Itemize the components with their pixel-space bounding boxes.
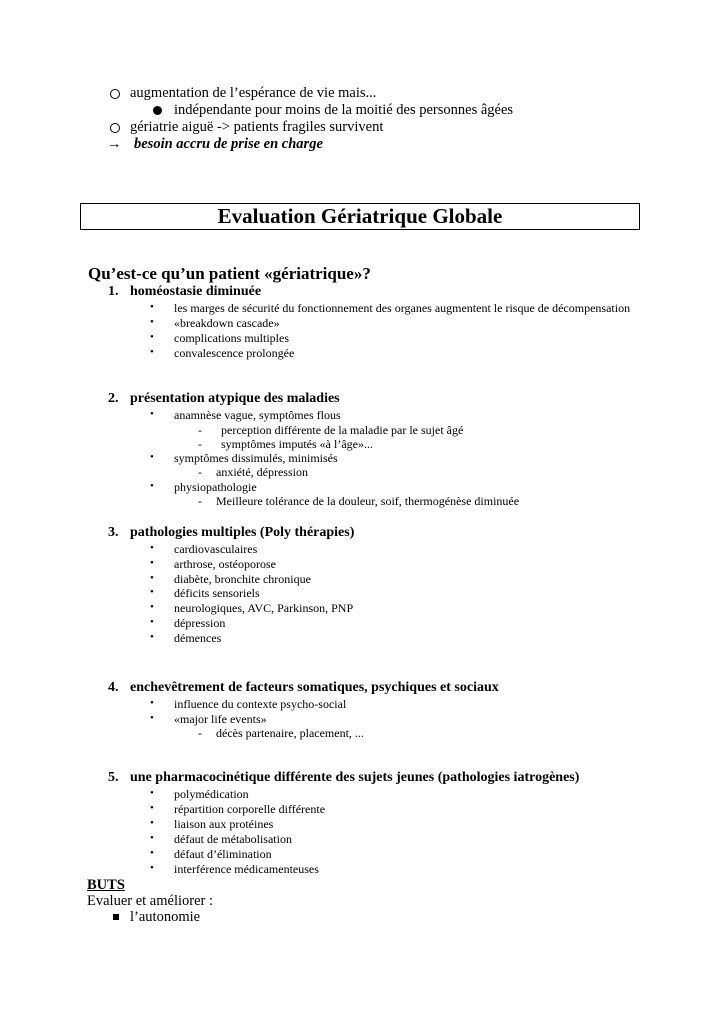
list-subitem: Meilleure tolérance de la douleur, soif, thermogénèse diminuée <box>216 494 520 508</box>
dash-icon: - <box>198 437 202 451</box>
bullet-icon: • <box>150 316 154 328</box>
bullet-icon: • <box>150 697 154 709</box>
list-item: «breakdown cascade» <box>174 316 280 330</box>
list-subitem: anxiété, dépression <box>216 465 308 479</box>
bullet-icon: • <box>150 817 154 829</box>
intro-emphasis: besoin accru de prise en charge <box>134 136 323 152</box>
circle-bullet-icon <box>110 123 120 133</box>
bullet-icon: • <box>150 408 154 420</box>
bullet-icon: • <box>150 572 154 584</box>
list-item: liaison aux protéines <box>174 817 274 831</box>
bullet-icon: • <box>150 631 154 643</box>
bullet-icon: • <box>150 301 154 313</box>
bullet-icon: • <box>150 557 154 569</box>
bullet-icon: • <box>150 451 154 463</box>
list-item: défaut de métabolisation <box>174 832 292 846</box>
bullet-icon: • <box>150 802 154 814</box>
bullet-icon: • <box>150 601 154 613</box>
dash-icon: - <box>198 423 202 437</box>
section-number: 5. <box>108 770 119 785</box>
section-heading: une pharmacocinétique différente des sujets jeunes (pathologies iatrogènes) <box>130 770 580 785</box>
list-item: physiopathologie <box>174 480 257 494</box>
bullet-icon: • <box>150 787 154 799</box>
bullet-icon: • <box>150 586 154 598</box>
section-heading: enchevêtrement de facteurs somatiques, psychiques et sociaux <box>130 680 499 695</box>
list-item: dépression <box>174 616 226 630</box>
circle-bullet-icon <box>110 89 120 99</box>
bullet-icon: • <box>150 847 154 859</box>
intro-line: gériatrie aiguë -> patients fragiles survivent <box>130 119 384 135</box>
list-item: anamnèse vague, symptômes flous <box>174 408 341 422</box>
list-item: répartition corporelle différente <box>174 802 326 816</box>
disc-bullet-icon <box>153 106 162 115</box>
section-number: 3. <box>108 525 119 540</box>
page-title: Evaluation Gériatrique Globale <box>80 203 640 230</box>
list-subitem: décès partenaire, placement, ... <box>216 726 364 740</box>
list-item: déficits sensoriels <box>174 586 260 600</box>
buts-intro: Evaluer et améliorer : <box>87 893 214 909</box>
list-item: démences <box>174 631 222 645</box>
list-item: diabète, bronchite chronique <box>174 572 311 586</box>
bullet-icon: • <box>150 616 154 628</box>
section-number: 4. <box>108 680 119 695</box>
bullet-icon: • <box>150 712 154 724</box>
dash-icon: - <box>198 494 202 508</box>
intro-subline: indépendante pour moins de la moitié des personnes âgées <box>174 102 514 118</box>
bullet-icon: • <box>150 346 154 358</box>
list-item: les marges de sécurité du fonctionnement des organes augmentent le risque de décompensation <box>174 301 631 315</box>
list-item: arthrose, ostéoporose <box>174 557 276 571</box>
buts-heading: BUTS <box>87 877 125 893</box>
list-item: défaut d’élimination <box>174 847 272 861</box>
list-item: «major life events» <box>174 712 267 726</box>
section-number: 2. <box>108 391 119 406</box>
bullet-icon: • <box>150 542 154 554</box>
list-item: interférence médicamenteuses <box>174 862 319 876</box>
list-subitem: symptômes imputés «à l’âge»... <box>221 437 373 451</box>
arrow-icon: → <box>107 136 122 152</box>
intro-line: augmentation de l’espérance de vie mais... <box>130 85 377 101</box>
list-item: cardiovasculaires <box>174 542 258 556</box>
list-item: neurologiques, AVC, Parkinson, PNP <box>174 601 354 615</box>
list-item: polymédication <box>174 787 249 801</box>
buts-item: l’autonomie <box>130 909 201 925</box>
bullet-icon: • <box>150 832 154 844</box>
list-item: convalescence prolongée <box>174 346 295 360</box>
section-heading: homéostasie diminuée <box>130 284 262 299</box>
bullet-icon: • <box>150 480 154 492</box>
section-question: Qu’est-ce qu’un patient «gériatrique»? <box>88 264 371 283</box>
section-heading: présentation atypique des maladies <box>130 391 340 406</box>
list-item: symptômes dissimulés, minimisés <box>174 451 338 465</box>
list-item: complications multiples <box>174 331 289 345</box>
section-number: 1. <box>108 284 119 299</box>
dash-icon: - <box>198 465 202 479</box>
list-item: influence du contexte psycho-social <box>174 697 347 711</box>
square-bullet-icon <box>113 914 119 920</box>
dash-icon: - <box>198 726 202 740</box>
list-subitem: perception différente de la maladie par le sujet âgé <box>221 423 464 437</box>
bullet-icon: • <box>150 331 154 343</box>
bullet-icon: • <box>150 862 154 874</box>
section-heading: pathologies multiples (Poly thérapies) <box>130 525 355 540</box>
